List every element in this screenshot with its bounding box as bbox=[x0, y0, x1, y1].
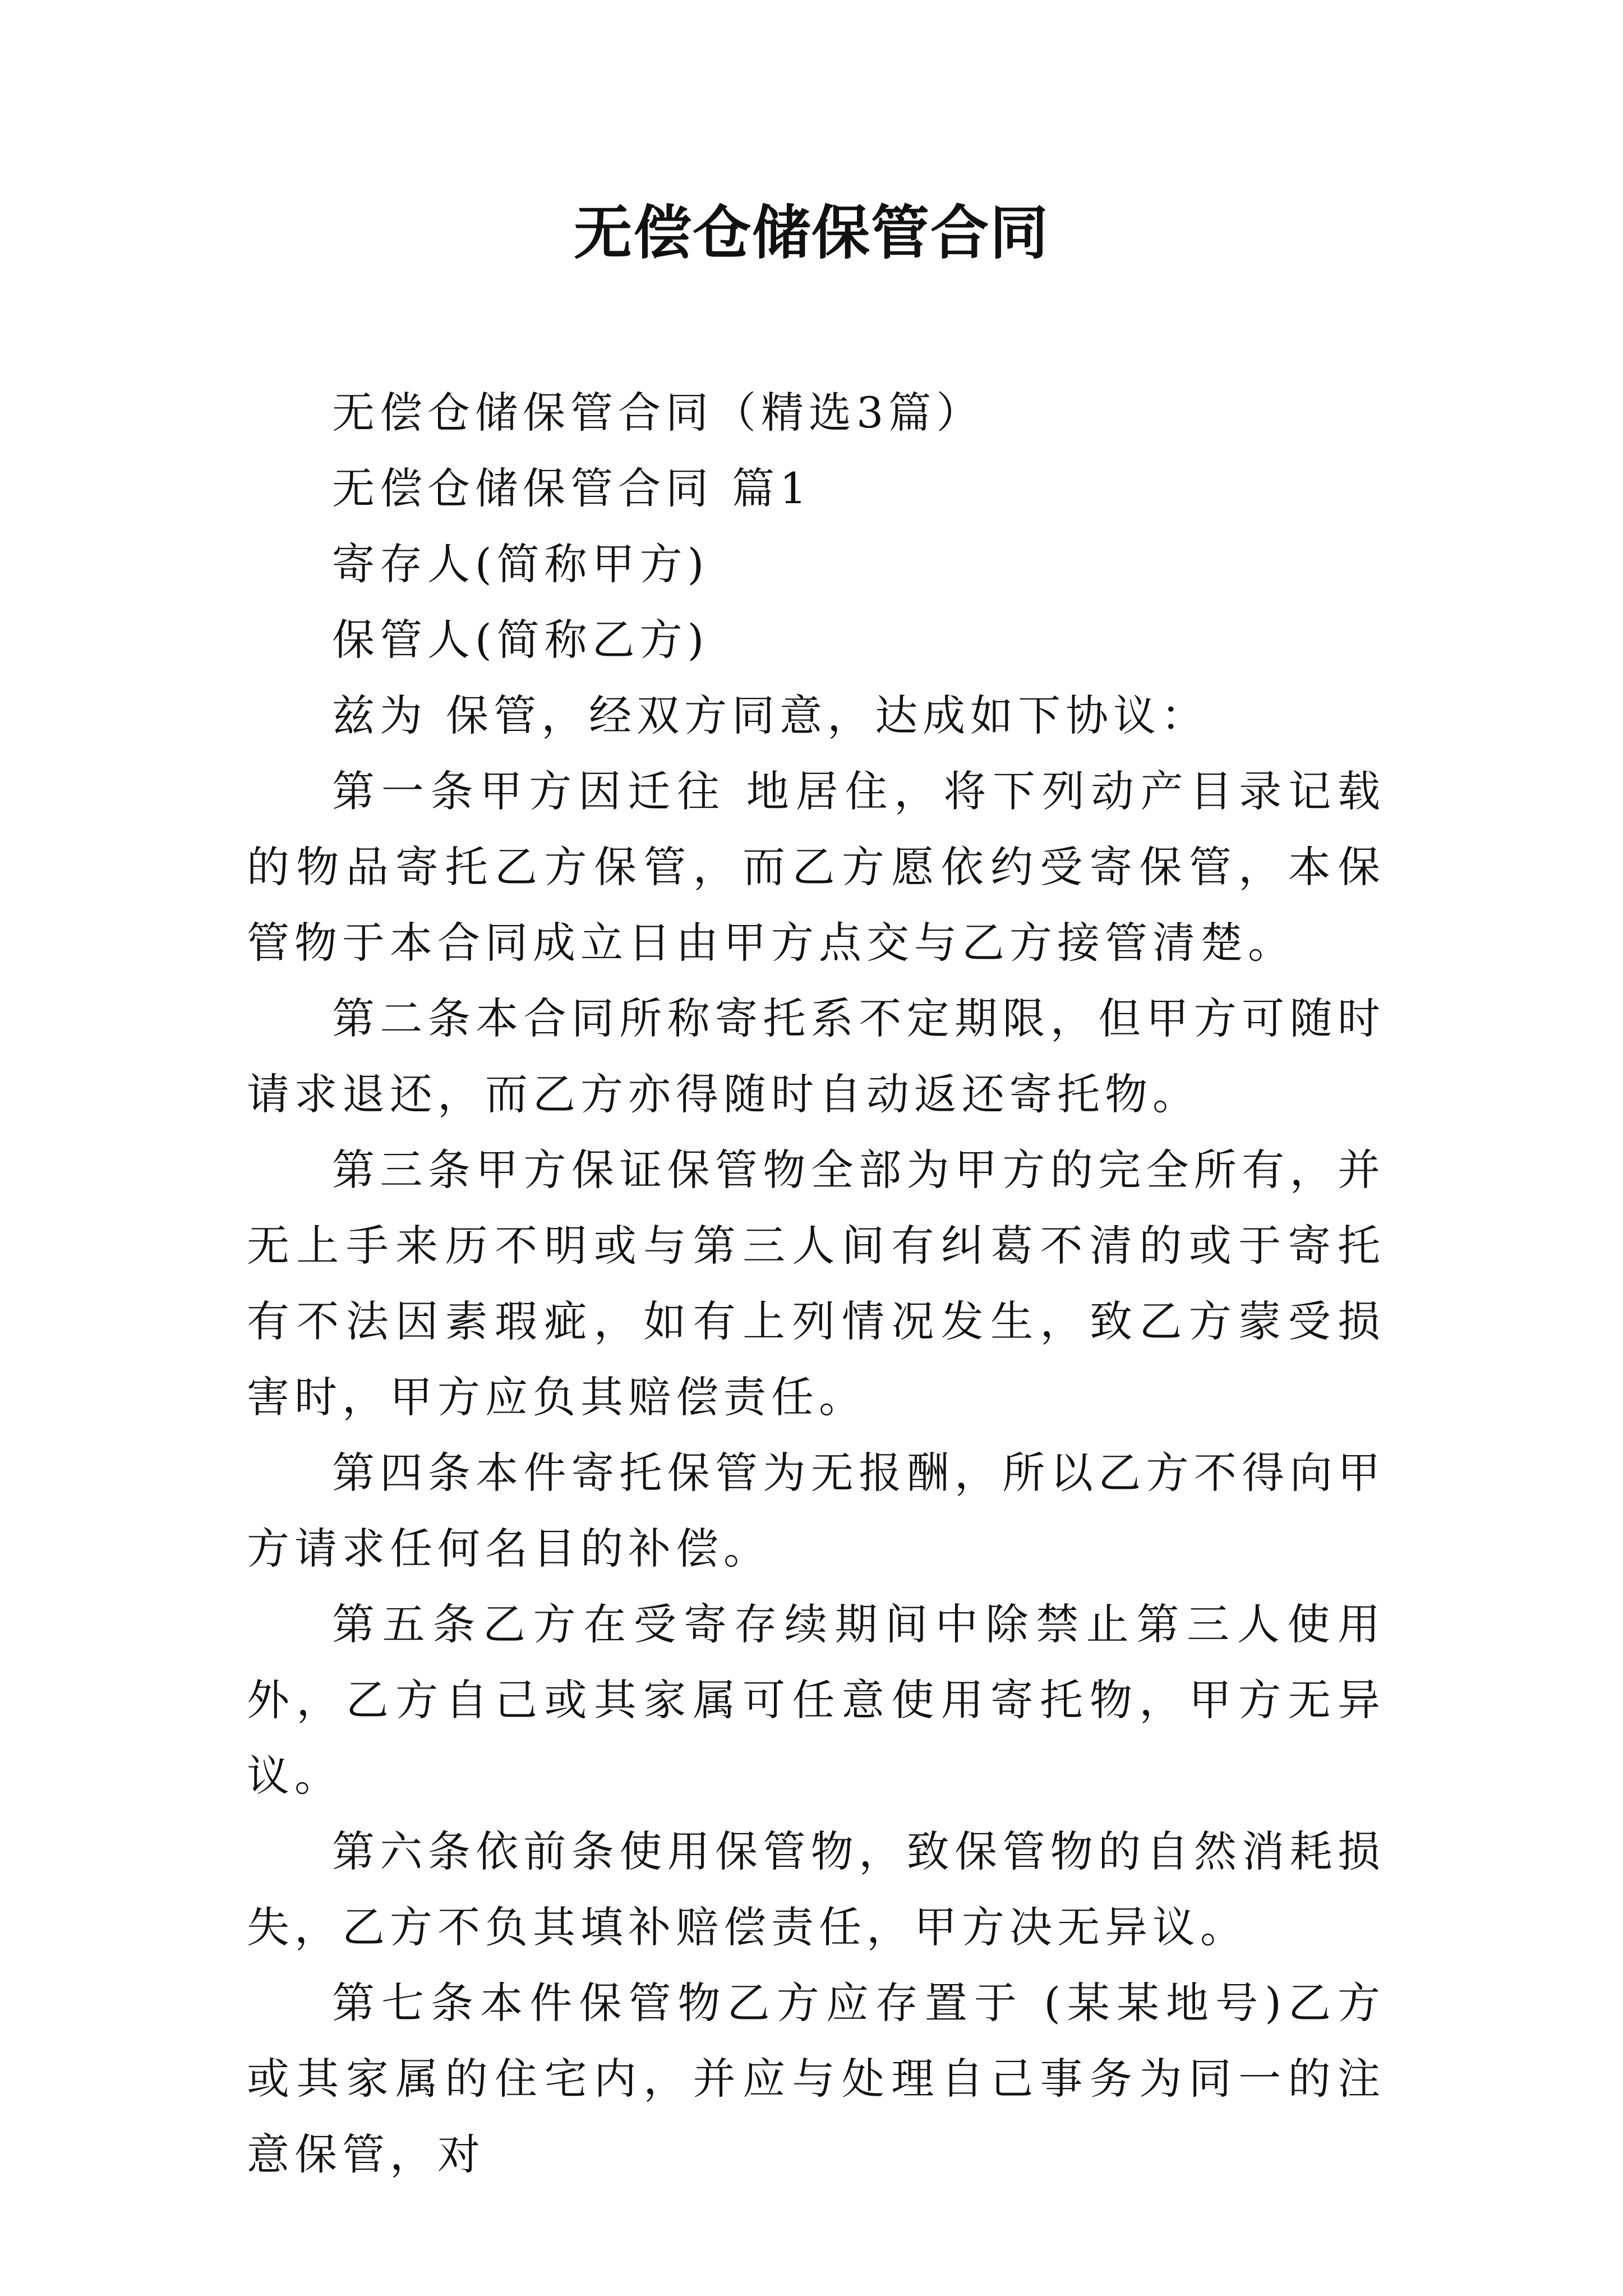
paragraph-article-2: 第二条本合同所称寄托系不定期限，但甲方可随时请求退还，而乙方亦得随时自动返还寄托物。 bbox=[247, 993, 1385, 1119]
paragraph-heading-selection: 无偿仓储保管合同（精选3篇） bbox=[332, 388, 984, 438]
paragraph-preamble: 兹为 保管，经双方同意，达成如下协议： bbox=[332, 691, 1209, 740]
paragraph-article-1: 第一条甲方因迁往 地居住，将下列动产目录记载的物品寄托乙方保管，而乙方愿依约受寄保管，本保管物于本合同成立日由甲方点交与乙方接管清楚。 bbox=[247, 766, 1385, 968]
paragraph-article-3: 第三条甲方保证保管物全部为甲方的完全所有，并无上手来历不明或与第三人间有纠葛不清的或于寄托有不法因素瑕疵，如有上列情况发生，致乙方蒙受损害时，甲方应负其赔偿责任。 bbox=[247, 1145, 1385, 1422]
paragraph-article-7: 第七条本件保管物乙方应存置于 (某某地号)乙方或其家属的住宅内，并应与处理自己事务为同一的注意保管，对 bbox=[247, 1978, 1385, 2179]
paragraph-article-5: 第五条乙方在受寄存续期间中除禁止第三人使用外，乙方自己或其家属可任意使用寄托物，甲方无异议。 bbox=[247, 1599, 1385, 1801]
document-body bbox=[247, 375, 1385, 2192]
paragraph-heading-part-1: 无偿仓储保管合同 篇1 bbox=[332, 463, 812, 513]
paragraph-custodian: 保管人(简称乙方) bbox=[332, 615, 709, 665]
paragraph-depositor: 寄存人(简称甲方) bbox=[332, 539, 709, 589]
paragraph-article-4: 第四条本件寄托保管为无报酬，所以乙方不得向甲方请求任何名目的补偿。 bbox=[247, 1448, 1385, 1573]
paragraph-article-6: 第六条依前条使用保管物，致保管物的自然消耗损失，乙方不负其填补赔偿责任，甲方决无异议。 bbox=[247, 1826, 1385, 1952]
document-title: 无偿仓储保管合同 bbox=[573, 198, 1049, 267]
